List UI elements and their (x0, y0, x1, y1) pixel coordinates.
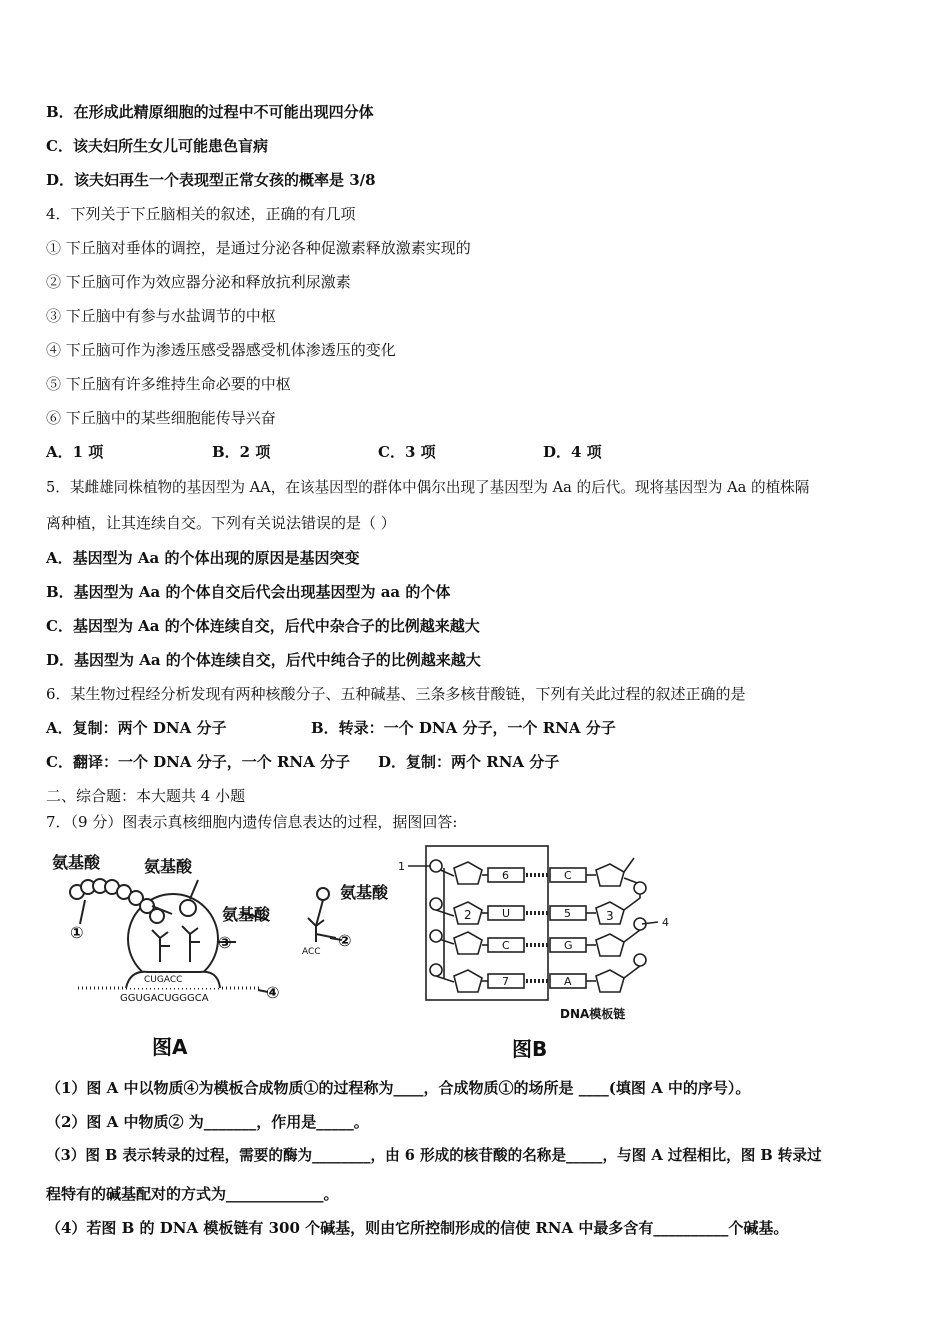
label-number-4: ④ (266, 983, 280, 1002)
q5-option-b: B．基因型为 Aa 的个体自交后代会出现基因型为 aa 的个体 (46, 583, 451, 601)
q6-option-a: A．复制：两个 DNA 分子 (46, 719, 227, 737)
free-amino-acid (317, 888, 329, 900)
q4-item-1: ① 下丘脑对垂体的调控，是通过分泌各种促激素释放激素实现的 (46, 239, 471, 257)
q4-stem: 4．下列关于下丘脑相关的叙述，正确的有几项 (46, 205, 356, 223)
q7-sub2: （2）图 A 中物质② 为_______，作用是_____。 (46, 1113, 369, 1131)
section-heading: 二、综合题：本大题共 4 小题 (46, 787, 246, 805)
q6-stem: 6．某生物过程经分析发现有两种核酸分子、五种碱基、三条多核苷酸链，下列有关此过程的叙述正确的是 (46, 685, 746, 703)
free-trna (308, 900, 336, 942)
label-amino-acid-1: 氨基酸 (52, 853, 101, 872)
q7-stem: 7．（9 分）图表示真核细胞内遗传信息表达的过程，据图回答: (46, 813, 458, 831)
left-sugar (454, 970, 482, 992)
left-base-1: 6 (502, 869, 509, 882)
left-base-2: U (502, 907, 511, 920)
mrna-sequence: GGUGACUGGGCA (120, 993, 209, 1004)
q5-option-c: C．基因型为 Aa 的个体连续自交，后代中杂合子的比例越来越大 (46, 617, 480, 635)
q5-option-d: D．基因型为 Aa 的个体连续自交，后代中纯合子的比例越来越大 (46, 651, 481, 669)
template-strand-label: DNA模板链 (560, 1007, 626, 1021)
left-phosphate (430, 930, 442, 942)
q5-stem-line1: 5．某雌雄同株植物的基因型为 AA，在该基因型的群体中偶尔出现了基因型为 Aa 的后代。现将基因型为 Aa 的植株隔 (46, 479, 810, 496)
left-phosphate (430, 898, 442, 910)
right-base-2: 5 (564, 907, 571, 920)
q7-sub1: （1）图 A 中以物质④为模板合成物质①的过程称为____，合成物质①的场所是 ____(填图 A 中的序号）。 (46, 1079, 751, 1097)
left-sugar (454, 932, 482, 954)
label-b-2: 2 (464, 908, 472, 922)
q7-sub3-line2: 程特有的碱基配对的方式为_____________。 (46, 1185, 339, 1203)
q4-option-d: D．4 项 (543, 443, 602, 461)
right-phosphate (634, 882, 646, 894)
figure-b (396, 838, 686, 1064)
figure-a-caption: 图A (152, 1035, 188, 1059)
label-amino-acid-4: 氨基酸 (340, 883, 389, 902)
right-base-1: C (564, 869, 572, 882)
q6-option-d: D．复制：两个 RNA 分子 (378, 753, 560, 771)
label-amino-acid-3: 氨基酸 (222, 905, 271, 924)
right-base-3: G (564, 939, 573, 952)
q6-option-c: C．翻译：一个 DNA 分子，一个 RNA 分子 (46, 753, 351, 771)
q5-stem-line2: 离种植，让其连续自交。下列有关说法错误的是（ ） (46, 514, 396, 532)
left-sugar (454, 862, 482, 884)
right-phosphate (634, 954, 646, 966)
left-base-3: C (502, 939, 510, 952)
right-base-4: A (564, 975, 572, 988)
anticodon-text: CUGACC (144, 975, 183, 985)
q4-item-6: ⑥ 下丘脑中的某些细胞能传导兴奋 (46, 409, 276, 427)
left-base-4: 7 (502, 975, 509, 988)
left-phosphate (430, 860, 442, 872)
q6-option-b: B．转录：一个 DNA 分子，一个 RNA 分子 (311, 719, 616, 737)
q4-item-5: ⑤ 下丘脑有许多维持生命必要的中枢 (46, 375, 291, 393)
right-sugar (596, 934, 624, 956)
q3-option-c: C．该夫妇所生女儿可能患色盲病 (46, 137, 268, 155)
q4-item-3: ③ 下丘脑中有参与水盐调节的中枢 (46, 307, 276, 325)
q4-option-b: B．2 项 (212, 443, 271, 461)
q7-sub3-line1: （3）图 B 表示转录的过程，需要的酶为________，由 6 形成的核苷酸的名称是_____，与图 A 过程相比，图 B 转录过 (46, 1147, 822, 1164)
q5-option-a: A．基因型为 Aa 的个体出现的原因是基因突变 (46, 549, 360, 567)
q4-option-c: C．3 项 (378, 443, 436, 461)
q4-item-2: ② 下丘脑可作为效应器分泌和释放抗利尿激素 (46, 273, 351, 291)
amino-acid-bead (180, 900, 196, 916)
q3-option-d: D．该夫妇再生一个表现型正常女孩的概率是 3/8 (46, 171, 376, 189)
q7-sub4: （4）若图 B 的 DNA 模板链有 300 个碱基，则由它所控制形成的信使 RNA 中最多含有__________个碱基。 (46, 1219, 789, 1237)
right-sugar (596, 970, 624, 992)
label-number-3: ③ (218, 933, 232, 952)
label-b-3: 3 (606, 909, 614, 923)
acc-text: ACC (302, 947, 321, 957)
label-number-2: ② (338, 931, 352, 950)
figure-b-caption: 图B (512, 1037, 548, 1061)
q3-option-b: B．在形成此精原细胞的过程中不可能出现四分体 (46, 103, 374, 121)
label-amino-acid-2: 氨基酸 (144, 857, 193, 876)
left-phosphate (430, 964, 442, 976)
q4-item-4: ④ 下丘脑可作为渗透压感受器感受机体渗透压的变化 (46, 341, 396, 359)
q4-option-a: A．1 项 (46, 443, 104, 461)
label-b-1: 1 (398, 860, 405, 873)
label-number-1: ① (70, 923, 84, 942)
amino-acid-bead (150, 909, 164, 923)
label-b-4: 4 (662, 916, 669, 929)
figure-a (40, 842, 410, 1064)
right-sugar (596, 864, 624, 886)
